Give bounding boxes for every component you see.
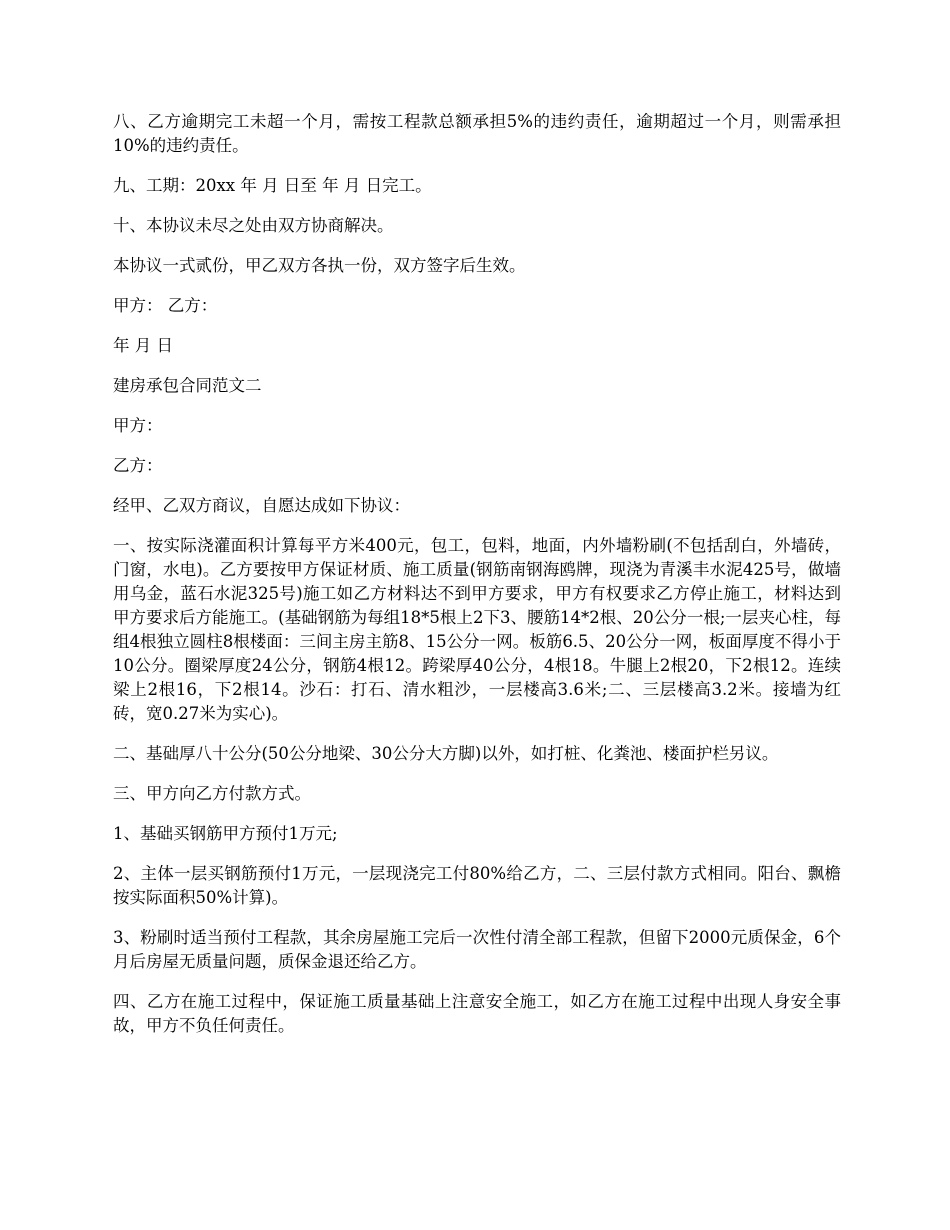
agreement-intro: 经甲、乙双方商议，自愿达成如下协议： [113, 496, 410, 515]
document-body [113, 110, 841, 1054]
signature-date: 年 月 日 [113, 336, 173, 355]
clause-9-construction-period: 九、工期：20xx 年 月 日至 年 月 日完工。 [113, 176, 432, 195]
clause-10-unresolved-matters: 十、本协议未尽之处由双方协商解决。 [113, 216, 394, 235]
payment-item-2: 2、主体一层买钢筋预付1万元，一层现浇完工付80%给乙方，二、三层付款方式相同。阳台、飘檐按实际面积50%计算)。 [113, 864, 841, 907]
party-b: 乙方： [113, 456, 163, 475]
payment-item-1: 1、基础买钢筋甲方预付1万元; [113, 824, 338, 843]
clause-2-foundation: 二、基础厚八十公分(50公分地梁、30公分大方脚)以外，如打桩、化粪池、楼面护栏另议。 [113, 744, 779, 763]
clause-3-payment-method: 三、甲方向乙方付款方式。 [113, 784, 311, 803]
party-a: 甲方： [113, 416, 163, 435]
signature-parties: 甲方： 乙方： [113, 296, 218, 315]
payment-item-3: 3、粉刷时适当预付工程款，其余房屋施工完后一次性付清全部工程款，但留下2000元质保金，6个月后房屋无质量问题，质保金退还给乙方。 [113, 928, 841, 971]
clause-4-safety: 四、乙方在施工过程中，保证施工质量基础上注意安全施工，如乙方在施工过程中出现人身安全事故，甲方不负任何责任。 [113, 992, 841, 1035]
section-title: 建房承包合同范文二 [113, 376, 262, 395]
copies-statement: 本协议一式贰份，甲乙双方各执一份，双方签字后生效。 [113, 256, 526, 275]
clause-1-pricing-materials: 一、按实际浇灌面积计算每平方米400元，包工，包料，地面，内外墙粉刷(不包括刮白，外墙砖，门窗，水电)。乙方要按甲方保证材质、施工质量(钢筋南钢海鸥牌，现浇为青溪丰水泥425号，做墙用乌金，蓝石水泥325号)施工如乙方材料达不到甲方要求，甲方有权要求乙方停止施工，材料达到甲方要求后方能施工。(基础钢筋为每组18*5根上2下3、腰筋14*2根、20公分一根;一层夹心柱，每组4根独立圆柱8根楼面：三间主房主筋8、15公分一网。板筋6.5、20公分一网，板面厚度不得小于10公分。圈梁厚度24公分，钢筋4根12。跨梁厚40公分，4根18。牛腿上2根20，下2根12。连续梁上2根16，下2根14。沙石：打石、清水粗沙，一层楼高3.6米;二、三层楼高3.2米。接墙为红砖，宽0.27米为实心)。 [113, 536, 841, 723]
clause-8-overdue-penalty: 八、乙方逾期完工未超一个月，需按工程款总额承担5%的违约责任，逾期超过一个月，则需承担10%的违约责任。 [113, 112, 841, 155]
